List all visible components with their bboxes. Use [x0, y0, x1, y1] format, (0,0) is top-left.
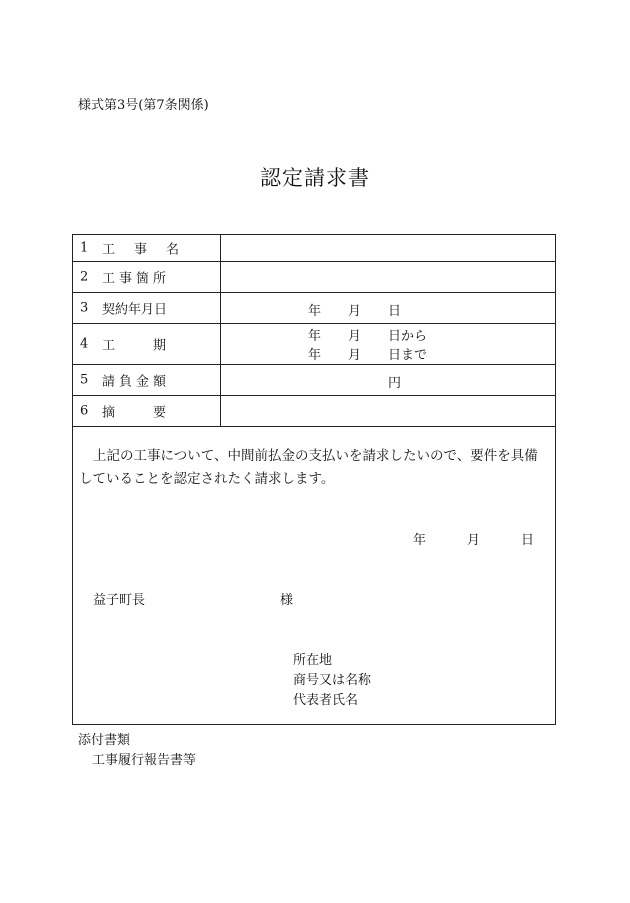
month-unit: 月	[348, 304, 362, 319]
row-number: 5	[80, 372, 89, 387]
row-number: 3	[80, 300, 89, 315]
row-remarks	[73, 395, 555, 427]
label-char: 額	[153, 374, 167, 389]
label-char: 金	[136, 374, 150, 389]
day-unit: 日	[388, 304, 402, 319]
label-char: 名	[166, 242, 180, 258]
date-year-unit: 年	[413, 533, 427, 548]
label-char: 所	[153, 271, 167, 286]
row-construction-name	[73, 235, 555, 262]
label-cell	[73, 292, 221, 323]
row-number: 1	[80, 240, 89, 256]
row-number: 2	[80, 269, 89, 284]
row-contract-date	[73, 292, 555, 324]
row-number: 6	[80, 403, 89, 418]
row-number: 4	[80, 336, 89, 351]
yen-unit: 円	[388, 376, 402, 391]
attachment-item: 工事履行報告書等	[92, 753, 197, 768]
date-month-unit: 月	[467, 533, 481, 548]
address-label: 所在地	[293, 653, 333, 668]
label-char: 工	[102, 338, 116, 353]
request-statement: 上記の工事について、中間前払金の支払いを請求したいので、要件を具備していることを認定されたく請求します。	[79, 448, 538, 487]
label-char: 工	[102, 242, 116, 258]
to-day-unit: 日まで	[388, 348, 428, 363]
application-form	[72, 234, 556, 725]
row-contract-amount	[73, 364, 555, 396]
label-char: 要	[153, 405, 167, 420]
from-year-unit: 年	[308, 329, 322, 344]
representative-label: 代表者氏名	[293, 693, 359, 708]
label-char: 負	[119, 374, 133, 389]
label-char: 箇	[136, 271, 150, 286]
honorific: 様	[280, 593, 294, 608]
year-unit: 年	[308, 304, 322, 319]
to-year-unit: 年	[308, 348, 322, 363]
form-reference: 様式第3号(第7条関係)	[78, 98, 209, 113]
label-char: 事	[134, 242, 148, 258]
label-cell	[73, 395, 221, 426]
label-cell	[73, 364, 221, 395]
date-day-unit: 日	[521, 533, 535, 548]
attachments-heading: 添付書類	[78, 733, 131, 748]
label-text: 契約年月日	[102, 302, 168, 317]
label-cell	[73, 235, 221, 261]
label-char: 摘	[102, 405, 116, 420]
label-cell	[73, 323, 221, 364]
company-name-label: 商号又は名称	[293, 673, 372, 688]
to-month-unit: 月	[348, 348, 362, 363]
row-construction-period	[73, 323, 555, 365]
label-char: 工	[102, 271, 116, 286]
label-char: 期	[153, 338, 167, 353]
from-day-unit: 日から	[388, 329, 428, 344]
label-char: 請	[102, 374, 116, 389]
from-month-unit: 月	[348, 329, 362, 344]
row-construction-location	[73, 261, 555, 293]
label-char: 事	[119, 271, 133, 286]
document-title: 認定請求書	[260, 166, 370, 190]
label-cell	[73, 261, 221, 292]
addressee: 益子町長	[93, 593, 146, 608]
